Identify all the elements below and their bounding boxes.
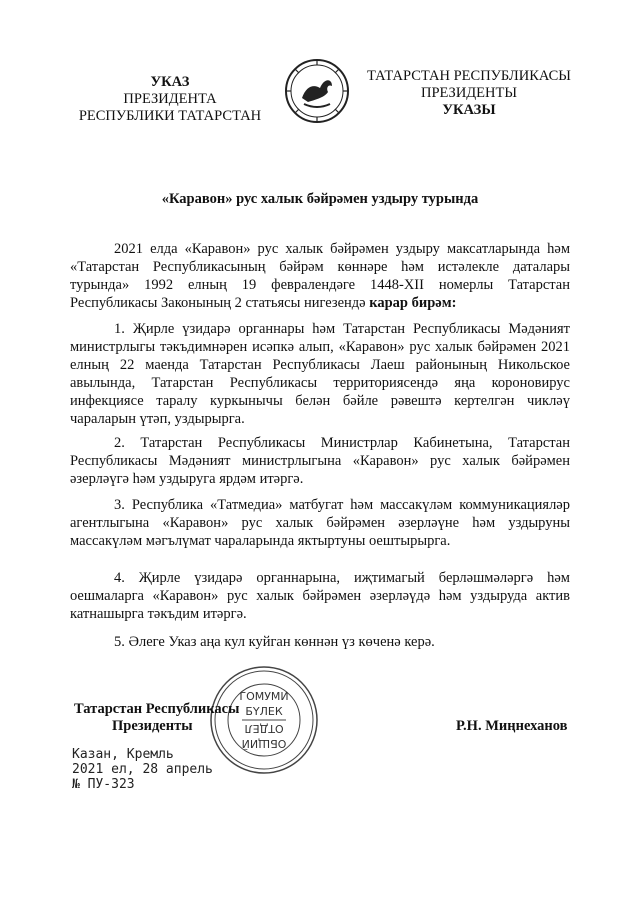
header-left-line2: ПРЕЗИДЕНТА [123,91,217,107]
footer-date: 2021 ел, 28 апрель [72,762,213,777]
footer-number: № ПУ-323 [72,777,135,792]
stamp-word1: ГОМУМИ [239,690,289,703]
stamp-word2: БҮЛЕК [245,705,283,718]
decree-title: «Каравон» рус халык бәйрәмен уздыру турында [161,191,479,207]
preamble [70,240,570,312]
header-right-line2: ПРЕЗИДЕНТЫ [420,85,518,101]
signatory-title-line2: Президенты [112,718,193,734]
official-stamp [208,664,320,776]
item-3: 3. Республика «Татмедиа» матбугат һәм массакүләм коммуникацияләр агентлыгына «Каравон» рус халык бәйрәмен әзерләүне һәм уздыруны массакүләм мәгълүмат чараларында яктыртуны оештырырга. [70,497,570,549]
tatarstan-emblem-icon [284,58,350,124]
header-right-line3: УКАЗЫ [442,102,496,118]
header-left-line3: РЕСПУБЛИКИ ТАТАРСТАН [78,108,262,124]
signatory-name: Р.Н. Миңнеханов [456,718,568,734]
item-2: 2. Татарстан Республикасы Министрлар Кабинетына, Татарстан Республикасы Мәдәният министрлыгына «Каравон» рус халык бәйрәмен әзерләүгә һәм уздыруга ярдәм итәргә. [70,435,570,487]
item-1: 1. Җирле үзидарә органнары һәм Татарстан Республикасы Мәдәният министрлыгы тәкъдимнәрен исәпкә алып, «Каравон» рус халык бәйрәмен 2021 елның 22 маенда Татарстан Республикасы Лаеш районының Никольское авылында, Татарстан Республикасы территориясендә яңа короновирус инфекциясе таралу куркынычы белән бәйле рәвештә кертелгән чикләү чараларын үтәп, уздырырга. [70,321,570,427]
header-left-line1: УКАЗ [150,74,190,90]
header-right [364,68,574,119]
item-5: 5. Әлеге Указ аңа кул куйган көннән үз көченә керә. [114,634,435,650]
header-right-line1: ТАТАРСТАН РЕСПУБЛИКАСЫ [367,68,571,84]
footer-place: Казан, Кремль [72,747,174,762]
preamble-text: 2021 елда «Каравон» рус халык бәйрәмен уздыру максатларында һәм «Татарстан Республикасының бәйрәм көннәре һәм истәлекле даталары турында» 1992 елның 19 февралендәге 1448-XII номерлы Татарстан Республикасы Законының 2 статьясы нигезендә [70,241,570,311]
item-4: 4. Җирле үзидарә органнарына, иҗтимагый берләшмәләргә һәм оешмаларга «Каравон» рус халык бәйрәмен әзерләүдә һәм уздыруда актив катнашырга тәкъдим итәргә. [70,570,570,622]
decree-footer [72,747,213,792]
stamp-word4: ОБЩИЙ [241,737,287,750]
signatory-title-line1: Татарстан Республикасы [74,701,240,717]
preamble-bold: карар бирәм: [369,295,457,311]
header-left [60,74,280,125]
stamp-word3: ОТДЕЛ [244,722,284,735]
